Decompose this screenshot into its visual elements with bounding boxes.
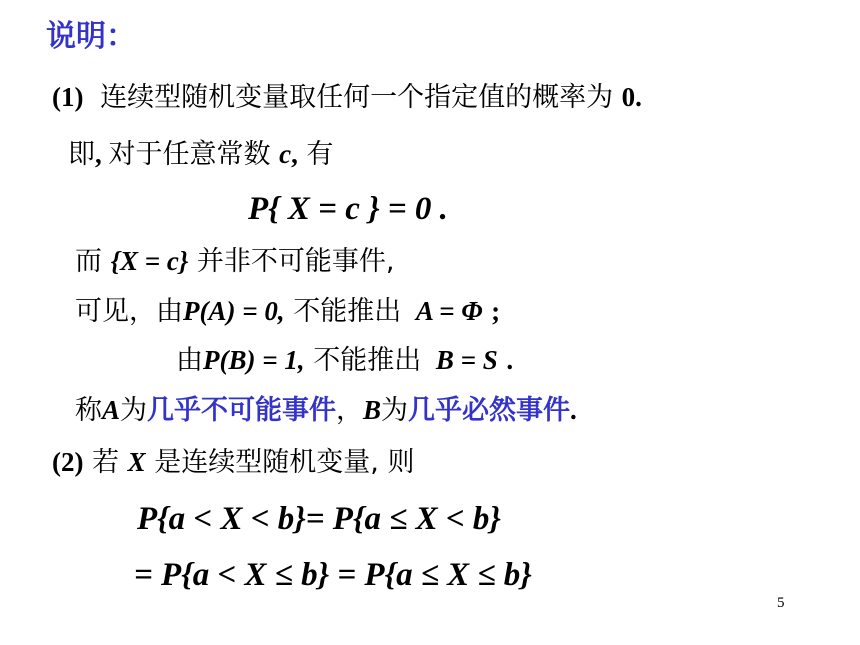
vis-b: 不能推出 bbox=[293, 296, 402, 327]
point-2 bbox=[52, 449, 414, 476]
vis2-formula: P(B) = 1, bbox=[203, 345, 305, 375]
point-1-visible bbox=[75, 298, 500, 325]
slide-heading: 说明： bbox=[46, 19, 136, 54]
vis-a: 可见，由 bbox=[75, 296, 183, 327]
equation-1 bbox=[248, 191, 448, 228]
def-c: ， bbox=[336, 395, 364, 426]
point-1 bbox=[52, 84, 642, 111]
point-1-visible-2 bbox=[176, 347, 513, 374]
def-almost-impossible: 几乎不可能事件 bbox=[147, 395, 337, 426]
point-1-text: 连续型随机变量取任何一个指定值的概率为 bbox=[100, 82, 614, 113]
vis2-end: . bbox=[506, 345, 514, 375]
point-2-var: X bbox=[127, 447, 146, 477]
clar-var: c bbox=[279, 139, 292, 169]
clar-e: 有 bbox=[306, 139, 334, 170]
vis-result: A = Φ bbox=[415, 296, 483, 326]
vis2-a: 由 bbox=[176, 345, 203, 376]
point-1-number: (1) bbox=[52, 82, 84, 112]
point-1-clarification bbox=[68, 141, 333, 168]
vis-end: ; bbox=[491, 296, 501, 326]
point-2-b: 是连续型随机变量, 则 bbox=[154, 447, 415, 478]
def-a: 称 bbox=[75, 395, 102, 426]
note-a: 而 bbox=[75, 246, 102, 277]
equation-2 bbox=[137, 501, 501, 538]
equation-3 bbox=[134, 557, 532, 594]
page-number: 5 bbox=[777, 595, 785, 611]
note-set: {X = c} bbox=[110, 246, 189, 276]
def-varA: A bbox=[102, 395, 121, 425]
def-almost-certain: 几乎必然事件 bbox=[408, 395, 571, 426]
vis-formula: P(A) = 0, bbox=[183, 296, 285, 326]
vis2-result: B = S bbox=[435, 345, 498, 375]
clar-a: 即 bbox=[68, 139, 95, 170]
equation-1-text: P{ X = c } = 0 . bbox=[248, 191, 448, 227]
def-varB: B bbox=[363, 395, 382, 425]
def-end: . bbox=[570, 395, 577, 425]
point-1-definition bbox=[75, 397, 577, 424]
equation-3-text: = P{a < X ≤ b} = P{a ≤ X ≤ b} bbox=[134, 557, 532, 593]
def-b: 为 bbox=[120, 395, 148, 426]
point-2-number: (2) bbox=[52, 447, 84, 477]
equation-2-text: P{a < X < b}= P{a ≤ X < b} bbox=[137, 501, 501, 537]
def-d: 为 bbox=[381, 395, 409, 426]
point-1-zero: 0. bbox=[621, 82, 642, 112]
clar-comma2: , bbox=[291, 139, 298, 169]
note-b: 并非不可能事件, bbox=[196, 246, 395, 277]
clar-comma: , bbox=[95, 139, 109, 169]
vis2-b: 不能推出 bbox=[313, 345, 422, 376]
point-2-a: 若 bbox=[92, 447, 120, 478]
clar-c: 对于任意常数 bbox=[108, 139, 271, 170]
point-1-note bbox=[75, 248, 394, 275]
